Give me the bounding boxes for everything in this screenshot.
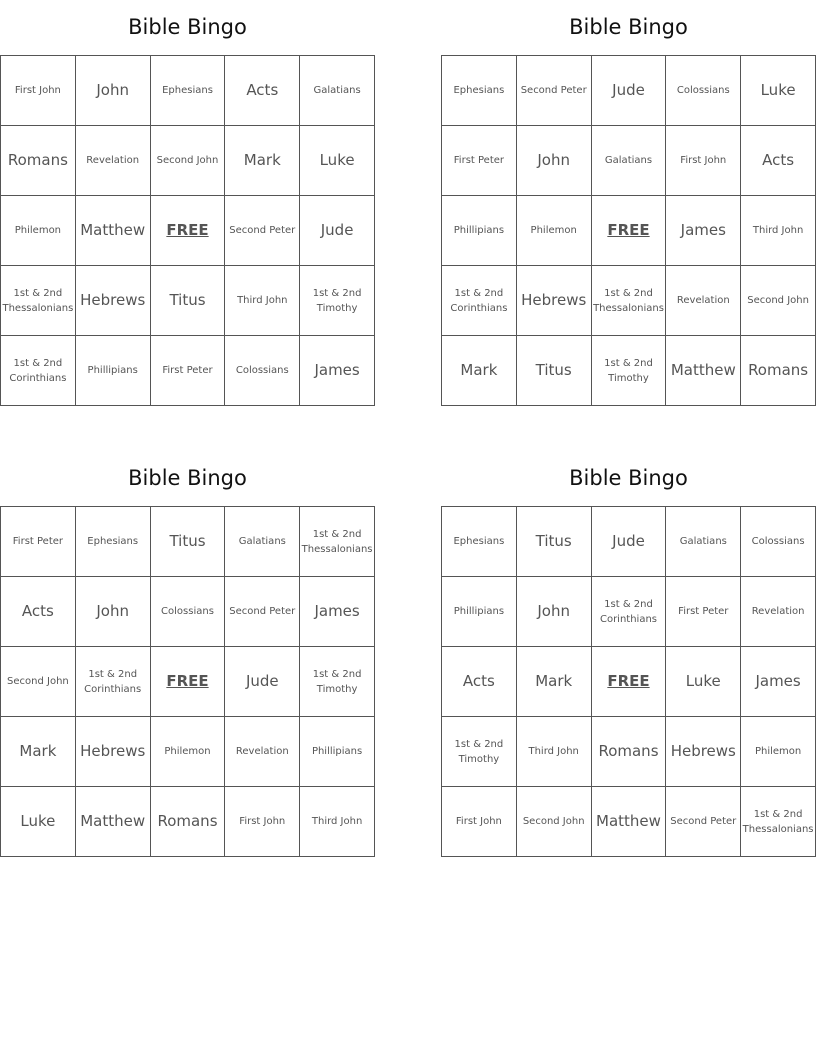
- bingo-cell: 1st & 2nd Thessalonians: [300, 507, 375, 577]
- bingo-cell: Acts: [1, 577, 76, 647]
- bingo-cell: Second John: [741, 266, 816, 336]
- bingo-cell: Ephesians: [151, 56, 226, 126]
- bingo-cell: John: [76, 56, 151, 126]
- bingo-cell: 1st & 2nd Corinthians: [442, 266, 517, 336]
- bingo-cell: Acts: [225, 56, 300, 126]
- bingo-cell: First John: [666, 126, 741, 196]
- card-title: Bible Bingo: [569, 466, 688, 490]
- bingo-cell: Mark: [1, 717, 76, 787]
- bingo-cell: James: [741, 647, 816, 717]
- bingo-cell: Philemon: [517, 196, 592, 266]
- bingo-cell: Mark: [517, 647, 592, 717]
- bingo-cell: First John: [1, 56, 76, 126]
- bingo-cell: Ephesians: [442, 507, 517, 577]
- bingo-cell: Romans: [151, 787, 226, 857]
- bingo-cell: 1st & 2nd Corinthians: [76, 647, 151, 717]
- bingo-cell: Philemon: [151, 717, 226, 787]
- bingo-cell: Second Peter: [225, 577, 300, 647]
- bingo-cell: 1st & 2nd Thessalonians: [741, 787, 816, 857]
- bingo-cell: 1st & 2nd Corinthians: [592, 577, 667, 647]
- free-space: FREE: [592, 647, 667, 717]
- bingo-cell: Phillipians: [76, 336, 151, 406]
- bingo-cell: Matthew: [592, 787, 667, 857]
- bingo-cell: First Peter: [151, 336, 226, 406]
- bingo-card-4: [441, 451, 816, 857]
- bingo-cell: Jude: [300, 196, 375, 266]
- bingo-cell: Romans: [741, 336, 816, 406]
- bingo-cell: 1st & 2nd Timothy: [442, 717, 517, 787]
- bingo-cell: Matthew: [76, 787, 151, 857]
- bingo-cell: Second John: [1, 647, 76, 717]
- bingo-cell: First Peter: [666, 577, 741, 647]
- bingo-cell: Luke: [1, 787, 76, 857]
- bingo-card-3: [0, 451, 375, 857]
- free-space: FREE: [151, 196, 226, 266]
- bingo-cell: 1st & 2nd Timothy: [592, 336, 667, 406]
- bingo-cell: 1st & 2nd Thessalonians: [1, 266, 76, 336]
- bingo-cell: Philemon: [741, 717, 816, 787]
- bingo-cell: Titus: [151, 507, 226, 577]
- bingo-card-1: [0, 0, 375, 406]
- bingo-cell: Luke: [666, 647, 741, 717]
- bingo-grid: [0, 55, 375, 406]
- bingo-cell: Luke: [741, 56, 816, 126]
- bingo-cell: Romans: [1, 126, 76, 196]
- bingo-cell: Third John: [225, 266, 300, 336]
- bingo-cell: Galatians: [225, 507, 300, 577]
- card-title: Bible Bingo: [128, 466, 247, 490]
- bingo-cell: Hebrews: [76, 266, 151, 336]
- card-title: Bible Bingo: [569, 15, 688, 39]
- bingo-cell: Ephesians: [442, 56, 517, 126]
- bingo-cell: Phillipians: [300, 717, 375, 787]
- bingo-cell: James: [300, 577, 375, 647]
- free-space: FREE: [151, 647, 226, 717]
- bingo-cell: Romans: [592, 717, 667, 787]
- bingo-cell: Second John: [151, 126, 226, 196]
- bingo-grid: [441, 55, 816, 406]
- bingo-cell: Jude: [225, 647, 300, 717]
- bingo-cell: Third John: [517, 717, 592, 787]
- bingo-cell: Jude: [592, 56, 667, 126]
- bingo-cell: John: [517, 577, 592, 647]
- bingo-cell: Phillipians: [442, 577, 517, 647]
- bingo-cell: Revelation: [76, 126, 151, 196]
- bingo-cell: Revelation: [741, 577, 816, 647]
- bingo-cell: Titus: [151, 266, 226, 336]
- bingo-cell: First John: [225, 787, 300, 857]
- bingo-cell: Ephesians: [76, 507, 151, 577]
- bingo-cell: Galatians: [300, 56, 375, 126]
- bingo-cell: 1st & 2nd Corinthians: [1, 336, 76, 406]
- bingo-cell: Mark: [225, 126, 300, 196]
- bingo-cell: 1st & 2nd Thessalonians: [592, 266, 667, 336]
- bingo-cell: Hebrews: [517, 266, 592, 336]
- bingo-cell: 1st & 2nd Timothy: [300, 647, 375, 717]
- card-title: Bible Bingo: [128, 15, 247, 39]
- bingo-cell: Colossians: [741, 507, 816, 577]
- bingo-cell: Hebrews: [76, 717, 151, 787]
- bingo-cell: Colossians: [151, 577, 226, 647]
- bingo-cell: Galatians: [666, 507, 741, 577]
- bingo-cell: Hebrews: [666, 717, 741, 787]
- bingo-cell: Second Peter: [517, 56, 592, 126]
- bingo-cell: Third John: [741, 196, 816, 266]
- bingo-cell: Galatians: [592, 126, 667, 196]
- bingo-cell: Philemon: [1, 196, 76, 266]
- bingo-cell: Third John: [300, 787, 375, 857]
- bingo-cell: Revelation: [225, 717, 300, 787]
- bingo-grid: [441, 506, 816, 857]
- bingo-cell: Matthew: [666, 336, 741, 406]
- bingo-cell: Jude: [592, 507, 667, 577]
- bingo-cell: Acts: [442, 647, 517, 717]
- bingo-cell: James: [300, 336, 375, 406]
- bingo-cell: Colossians: [225, 336, 300, 406]
- bingo-cell: Titus: [517, 336, 592, 406]
- bingo-cell: Phillipians: [442, 196, 517, 266]
- bingo-grid: [0, 506, 375, 857]
- bingo-cell: 1st & 2nd Timothy: [300, 266, 375, 336]
- bingo-cell: Titus: [517, 507, 592, 577]
- bingo-cell: Matthew: [76, 196, 151, 266]
- bingo-cell: Acts: [741, 126, 816, 196]
- bingo-cell: Luke: [300, 126, 375, 196]
- bingo-cell: First Peter: [1, 507, 76, 577]
- bingo-cell: Second Peter: [225, 196, 300, 266]
- bingo-cell: Revelation: [666, 266, 741, 336]
- free-space: FREE: [592, 196, 667, 266]
- bingo-cell: Colossians: [666, 56, 741, 126]
- bingo-cell: Second Peter: [666, 787, 741, 857]
- bingo-cell: Second John: [517, 787, 592, 857]
- bingo-cell: Mark: [442, 336, 517, 406]
- bingo-cell: First Peter: [442, 126, 517, 196]
- bingo-cell: John: [76, 577, 151, 647]
- bingo-card-2: [441, 0, 816, 406]
- bingo-cell: First John: [442, 787, 517, 857]
- bingo-cell: James: [666, 196, 741, 266]
- bingo-cell: John: [517, 126, 592, 196]
